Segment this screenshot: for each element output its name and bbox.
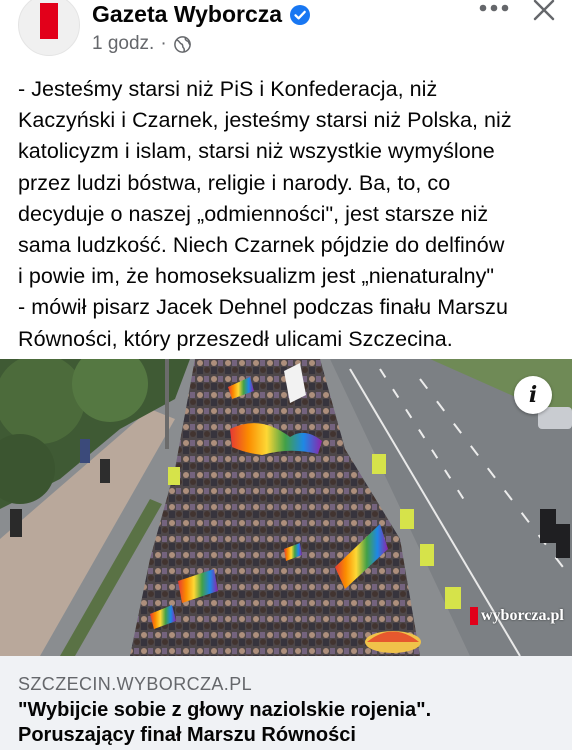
watermark-logo-mark [470, 607, 478, 625]
gazeta-wyborcza-logo [40, 3, 58, 39]
post-text-line: przez ludzi bóstwa, religie i narody. Ba, to, co [18, 170, 451, 195]
page-avatar[interactable] [18, 0, 80, 56]
post-text-line: katolicyzm i islam, starsi niż wszystkie wymyślone [18, 139, 495, 164]
post-meta [92, 33, 192, 55]
link-title-line: "Wybijcie sobie z głowy naziolskie rojenia". [18, 699, 432, 721]
post-text [18, 74, 558, 355]
watermark-text: wyborcza.pl [481, 607, 564, 624]
post-text-line: Kaczyński i Czarnek, jesteśmy starsi niż Polska, niż [18, 108, 512, 133]
post-text-line: i powie im, że homoseksualizm jest „nienaturalny" [18, 264, 495, 289]
post-time[interactable]: 1 godz. [92, 33, 155, 54]
link-domain: SZCZECIN.WYBORCZA.PL [18, 674, 253, 694]
info-icon[interactable]: i [514, 376, 552, 414]
post-header [0, 0, 572, 62]
page-name[interactable]: Gazeta Wyborcza [92, 1, 283, 27]
post-text-line: - Jesteśmy starsi niż PiS i Konfederacja, niż [18, 77, 438, 101]
globe-icon [173, 35, 192, 54]
meta-separator: · [160, 33, 167, 54]
wyborcza-watermark [470, 606, 564, 626]
post-text-line: Równości, który przeszedł ulicami Szczecina. [18, 326, 453, 351]
post-text-line: decyduje o naszej „odmienności", jest starsze niż [18, 201, 489, 226]
more-horizontal-icon[interactable] [476, 0, 512, 18]
post-text-line: sama ludzkość. Niech Czarnek pójdzie do delfinów [18, 233, 505, 258]
post-text-line: - mówił pisarz Jacek Dehnel podczas finału Marszu [18, 295, 508, 320]
close-icon[interactable] [530, 0, 558, 24]
link-title [18, 698, 558, 748]
page-name-row [92, 1, 311, 28]
link-preview-card[interactable] [0, 656, 572, 750]
link-title-line: Poruszający finał Marszu Równości [18, 724, 356, 746]
verified-badge-icon [289, 4, 311, 26]
